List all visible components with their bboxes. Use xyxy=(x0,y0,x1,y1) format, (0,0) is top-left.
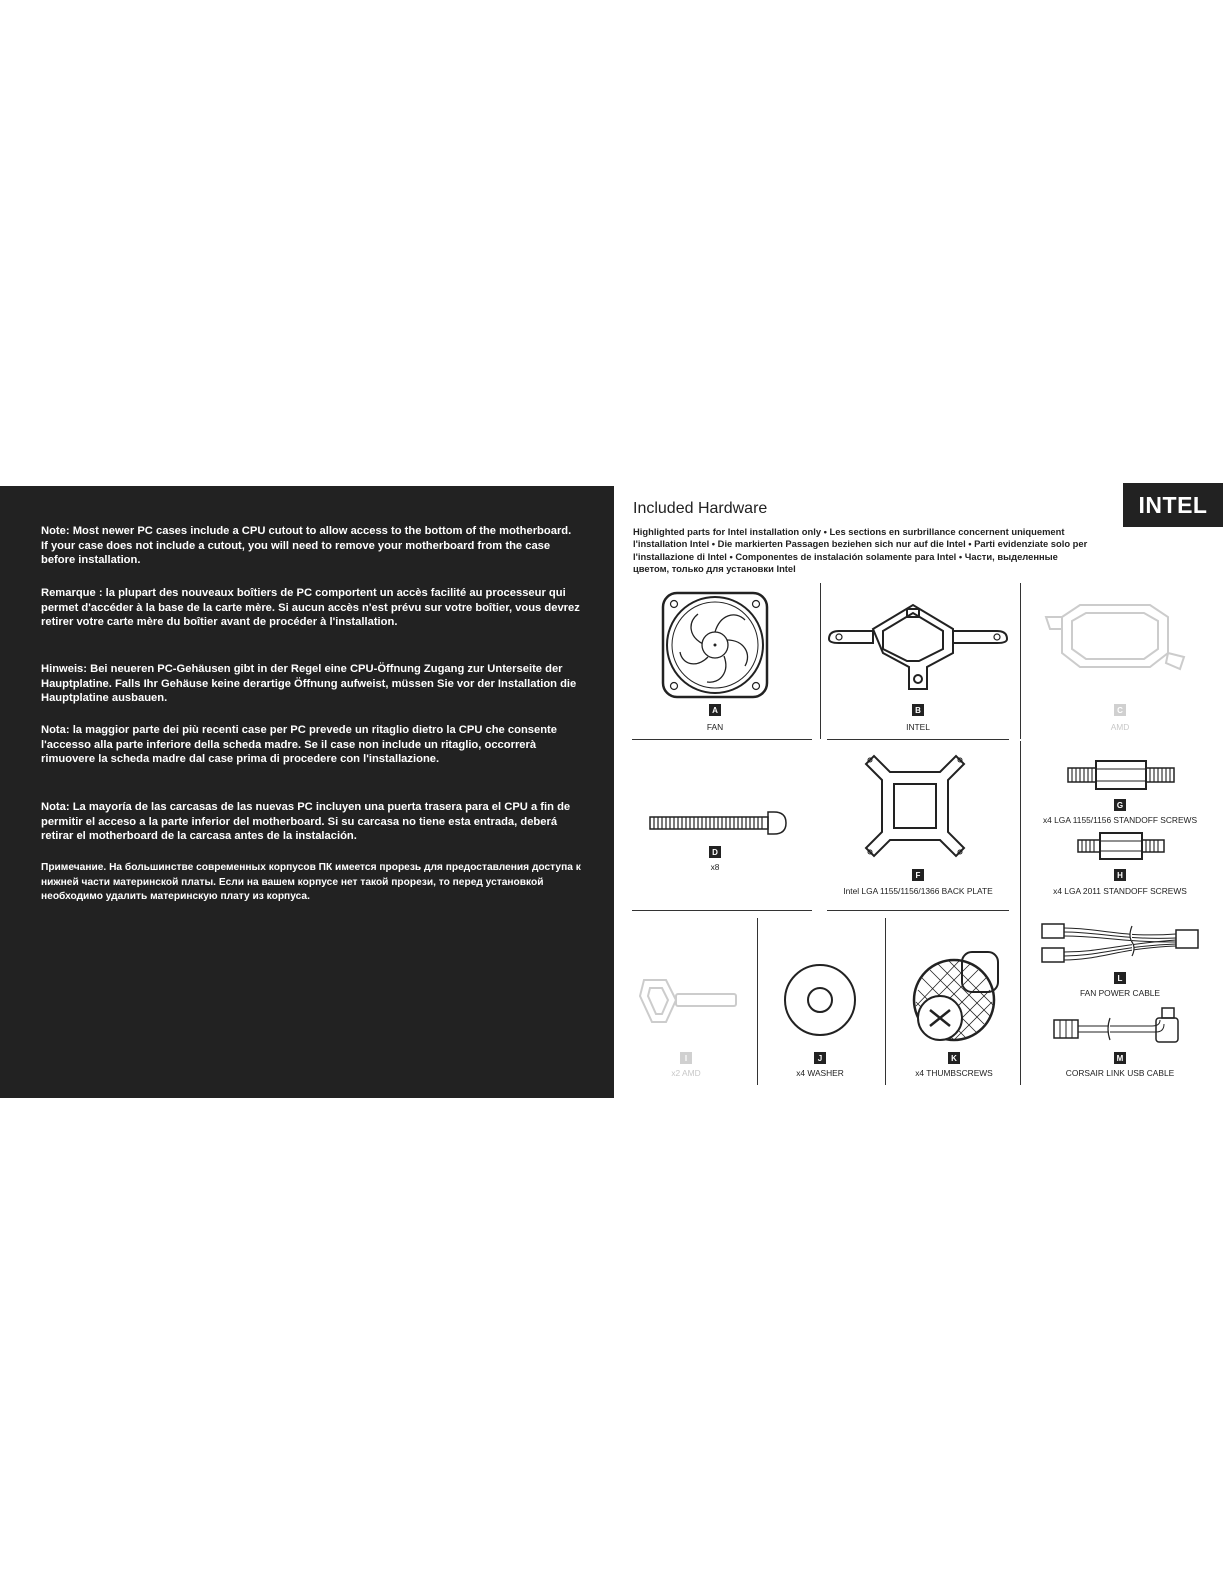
intel-badge: INTEL xyxy=(1123,483,1223,527)
standoff-2011-illustration xyxy=(1076,831,1166,861)
note-french: Remarque : la plupart des nouveaux boîtiers de PC comportent un accès facilité au processeur qui permet d'accéder à la base de la carte mère. Si aucun accès n'est prévu sur votre boîtier, vous devrez retirer votre carte mère du boîtier avant de procéder à l'installation. xyxy=(41,587,580,629)
intel-bracket-illustration xyxy=(825,597,1011,697)
item-letter-h: H xyxy=(1114,869,1126,881)
item-label-amd: AMD xyxy=(1110,722,1130,732)
item-letter-m: M xyxy=(1114,1052,1126,1064)
fan-power-cable-illustration xyxy=(1040,920,1200,970)
item-letter-j: J xyxy=(814,1052,826,1064)
grid-divider xyxy=(1020,583,1021,739)
note-spanish: Nota: La mayoría de las carcasas de las nuevas PC incluyen una puerta trasera para el CPU a fin de permitir el acceso a la parte inferior del motherboard. Si su carcasa no tiene esta entrada, deberá retirar el motherboard de la carcasa antes de la instalación. xyxy=(41,801,571,843)
long-screw-illustration xyxy=(648,808,788,838)
item-label-usb-cable: CORSAIR LINK USB CABLE xyxy=(1065,1068,1175,1078)
note-german: Hinweis: Bei neueren PC-Gehäusen gibt in der Regel eine CPU-Öffnung Zugang zur Unterseite der Hauptplatine. Falls Ihr Gehäuse keine derartige Öffnung aufweist, müssen Sie vor der Installation die Hauptplatine ausbauen. xyxy=(41,663,577,705)
grid-divider xyxy=(827,910,1009,911)
grid-divider xyxy=(827,739,1009,740)
item-label-fan-power-cable: FAN POWER CABLE xyxy=(1079,988,1161,998)
item-label-standoff-1155: x4 LGA 1155/1156 STANDOFF SCREWS xyxy=(1042,815,1198,825)
grid-divider xyxy=(820,583,821,739)
item-label-amd-clip: x2 AMD xyxy=(671,1068,701,1078)
item-letter-g: G xyxy=(1114,799,1126,811)
amd-clip-illustration xyxy=(636,974,740,1034)
item-label-thumbscrews: x4 THUMBSCREWS xyxy=(915,1068,993,1078)
note-italian: Nota: la maggior parte dei più recenti case per PC prevede un ritaglio dietro la CPU che consente l'accesso alla parte inferiore della scheda madre. Se il case non include un ritaglio, occorrerà rimuovere la scheda madre dal case prima di procedere con l'installazione. xyxy=(41,724,558,766)
washer-illustration xyxy=(782,962,858,1038)
notes-panel xyxy=(0,486,614,1098)
thumbscrew-illustration xyxy=(904,946,1004,1046)
grid-divider xyxy=(632,910,812,911)
item-label-standoff-2011: x4 LGA 2011 STANDOFF SCREWS xyxy=(1053,886,1187,896)
item-letter-f: F xyxy=(912,869,924,881)
item-letter-d: D xyxy=(709,846,721,858)
note-russian: Примечание. На большинстве современных корпусов ПК имеется прорезь для предоставления доступа к нижней части материнской платы. Если на вашем корпусе нет такой прорези, то перед установкой необходимо удалить материнскую плату из корпуса. xyxy=(41,862,581,903)
grid-divider xyxy=(885,918,886,1085)
standoff-1155-illustration xyxy=(1066,759,1176,791)
item-label-screws-x8: x8 xyxy=(710,862,720,872)
back-plate-illustration xyxy=(860,752,970,862)
item-letter-k: K xyxy=(948,1052,960,1064)
note-english: Note: Most newer PC cases include a CPU cutout to allow access to the bottom of the motherboard. If your case does not include a cutout, you will need to remove your motherboard from the case before installation. xyxy=(41,525,572,567)
section-title: Included Hardware xyxy=(633,500,768,517)
item-letter-i: I xyxy=(680,1052,692,1064)
item-label-washer: x4 WASHER xyxy=(796,1068,844,1078)
item-letter-c: C xyxy=(1114,704,1126,716)
item-letter-l: L xyxy=(1114,972,1126,984)
usb-cable-illustration xyxy=(1052,1006,1192,1050)
grid-divider xyxy=(1020,741,1021,1085)
grid-divider xyxy=(632,739,812,740)
grid-divider xyxy=(757,918,758,1085)
section-subtitle: Highlighted parts for Intel installation only • Les sections en surbrillance concernent uniquement l'installation Intel • Die markierten Passagen beziehen sich nur auf die Intel • Parti evidenziate solo per l'installazione di Intel • Componentes de instalación solamente para Intel • Части, выделенные цветом, только для установки Intel xyxy=(633,526,1088,575)
item-letter-a: A xyxy=(709,704,721,716)
item-letter-b: B xyxy=(912,704,924,716)
item-label-fan: FAN xyxy=(706,722,724,732)
item-label-intel: INTEL xyxy=(906,722,930,732)
fan-illustration xyxy=(660,590,770,700)
item-label-back-plate: Intel LGA 1155/1156/1366 BACK PLATE xyxy=(843,886,993,896)
amd-bracket-illustration xyxy=(1040,597,1190,687)
